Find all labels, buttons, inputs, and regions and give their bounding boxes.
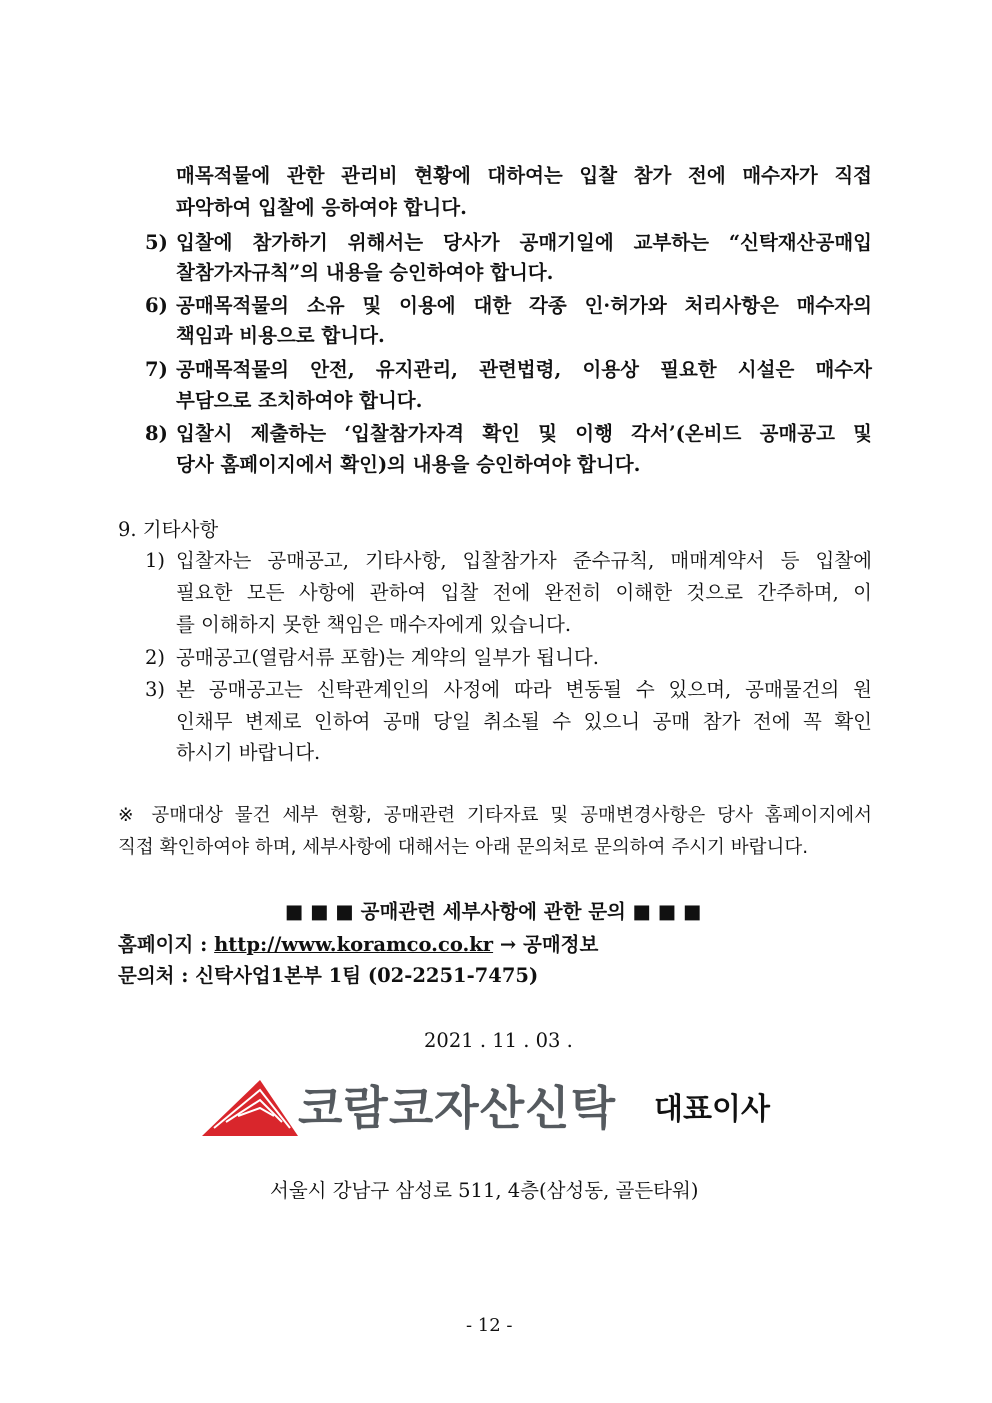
sec8-item-6-line-1: 공매목적물의 소유 및 이용에 대한 각종 인·허가와 처리사항은 매수자의 xyxy=(176,294,872,317)
page-number: - 12 - xyxy=(466,1315,513,1336)
document-date: 2021 . 11 . 03 . xyxy=(424,1029,573,1052)
company-address: 서울시 강남구 삼성로 511, 4층(삼성동, 골든타워) xyxy=(270,1179,699,1202)
contact-homepage xyxy=(118,932,598,958)
sec9-item-3-line-2: 인채무 변제로 인하여 공매 당일 취소될 수 있으니 공매 참가 전에 꼭 확인 xyxy=(176,710,872,733)
sec8-item-5-line-1: 입찰에 참가하기 위해서는 당사가 공매기일에 교부하는 “신탁재산공매입 xyxy=(176,231,872,254)
contact-inquiry: 문의처 : 신탁사업1본부 1팀 (02-2251-7475) xyxy=(118,964,539,987)
sec8-item-8-line-2: 당사 홈페이지에서 확인)의 내용을 승인하여야 합니다. xyxy=(176,453,641,476)
sec9-item-3-num: 3) xyxy=(145,678,166,701)
sec8-cont-line-2: 파악하여 입찰에 응하여야 합니다. xyxy=(176,196,467,219)
sec9-item-1-line-2: 필요한 모든 사항에 관하여 입찰 전에 완전히 이해한 것으로 간주하며, 이 xyxy=(176,581,872,604)
homepage-link[interactable]: http://www.koramco.co.kr xyxy=(214,933,494,956)
sec9-item-2-num: 2) xyxy=(145,646,166,669)
sec8-item-8-num: 8) xyxy=(145,422,168,445)
sec8-item-6-num: 6) xyxy=(145,294,168,317)
notice-line-1: ※ 공매대상 물건 세부 현황, 공매관련 기타자료 및 공매변경사항은 당사 홈페이지에서 xyxy=(118,805,872,826)
sec9-item-1-line-1: 입찰자는 공매공고, 기타사항, 입찰참가자 준수규칙, 매매계약서 등 입찰에 xyxy=(176,549,872,572)
representative-title: 대표이사 xyxy=(654,1092,770,1127)
sec9-item-1-num: 1) xyxy=(145,549,166,572)
sec8-item-5-num: 5) xyxy=(145,231,168,254)
contact-title: ■ ■ ■ 공매관련 세부사항에 관한 문의 ■ ■ ■ xyxy=(285,900,702,923)
homepage-label: 홈페이지 : xyxy=(118,933,215,956)
sec8-item-7-line-1: 공매목적물의 안전, 유지관리, 관련법령, 이용상 필요한 시설은 매수자 xyxy=(176,358,872,381)
sec8-item-8-line-1: 입찰시 제출하는 ‘입찰참가자격 확인 및 이행 각서’(온비드 공매공고 및 xyxy=(176,422,872,445)
notice-line-2: 직접 확인하여야 하며, 세부사항에 대해서는 아래 문의처로 문의하여 주시기 바랍니다. xyxy=(118,837,809,858)
sec9-item-3-line-3: 하시기 바랍니다. xyxy=(176,741,321,764)
sec8-item-7-num: 7) xyxy=(145,358,168,381)
sec8-cont-line-1: 매목적물에 관한 관리비 현황에 대하여는 입찰 참가 전에 매수자가 직접 xyxy=(176,164,872,187)
homepage-suffix: → 공매정보 xyxy=(493,933,599,956)
company-logo xyxy=(202,1078,617,1140)
sec8-item-5-line-2: 찰참가자규칙”의 내용을 승인하여야 합니다. xyxy=(176,261,554,284)
company-logo-text: 코람코자산신탁 xyxy=(298,1081,617,1135)
sec9-item-1-line-3: 를 이해하지 못한 책임은 매수자에게 있습니다. xyxy=(176,613,572,636)
sec9-item-3-line-1: 본 공매공고는 신탁관계인의 사정에 따라 변동될 수 있으며, 공매물건의 원 xyxy=(176,678,872,701)
sec8-item-7-line-2: 부담으로 조치하여야 합니다. xyxy=(176,389,423,412)
sec9-item-2-line-1: 공매공고(열람서류 포함)는 계약의 일부가 됩니다. xyxy=(176,646,599,669)
sec9-heading: 9. 기타사항 xyxy=(118,518,219,541)
logo-triangle-icon xyxy=(202,1078,298,1138)
sec8-item-6-line-2: 책임과 비용으로 합니다. xyxy=(176,324,385,347)
